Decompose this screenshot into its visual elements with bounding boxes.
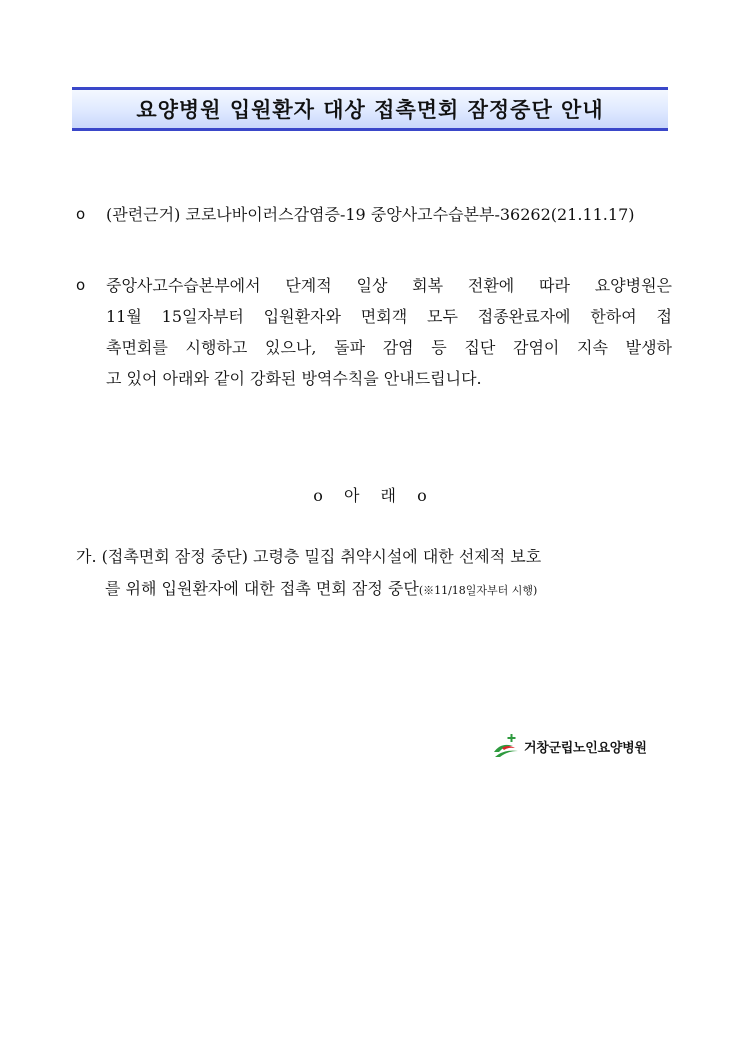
item-line-continued: [76, 573, 672, 607]
section-heading: o 아 래 o: [313, 486, 427, 505]
item-line: 를 위해 입원환자에 대한 접촉 면회 잠정 중단: [105, 579, 419, 598]
item-ga: [76, 541, 672, 607]
bullet-legal-basis: [76, 199, 672, 230]
item-note: (※11/18일자부터 시행): [418, 584, 538, 597]
title-banner: [72, 87, 668, 131]
bullet-mark: o: [76, 205, 86, 223]
bullet-line: 고 있어 아래와 같이 강화된 방역수칙을 안내드립니다.: [106, 369, 482, 388]
bullet-explanation: [76, 270, 672, 394]
hospital-logo: [492, 732, 647, 760]
bullet-line: (관련근거) 코로나바이러스감염증-19 중앙사고수습본부-36262(21.11.17): [106, 205, 635, 224]
bullet-line: 촉면회를 시행하고 있으나, 돌파 감염 등 집단 감염이 지속 발생하: [106, 338, 672, 357]
item-line: 가. (접촉면회 잠정 중단) 고령층 밀집 취약시설에 대한 선제적 보호: [76, 547, 542, 566]
bullet-text: [106, 270, 672, 394]
bullet-mark: o: [76, 276, 86, 294]
hospital-name: 거창군립노인요양병원: [524, 740, 647, 756]
bullet-line: 중앙사고수습본부에서 단계적 일상 회복 전환에 따라 요양병원은: [106, 276, 672, 295]
bullet-text: [106, 199, 672, 230]
bullet-line: 11월 15일자부터 입원환자와 면회객 모두 접종완료자에 한하여 접: [106, 307, 672, 326]
page-title: 요양병원 입원환자 대상 접촉면회 잠정중단 안내: [136, 98, 604, 122]
hospital-emblem-icon: [492, 732, 520, 760]
